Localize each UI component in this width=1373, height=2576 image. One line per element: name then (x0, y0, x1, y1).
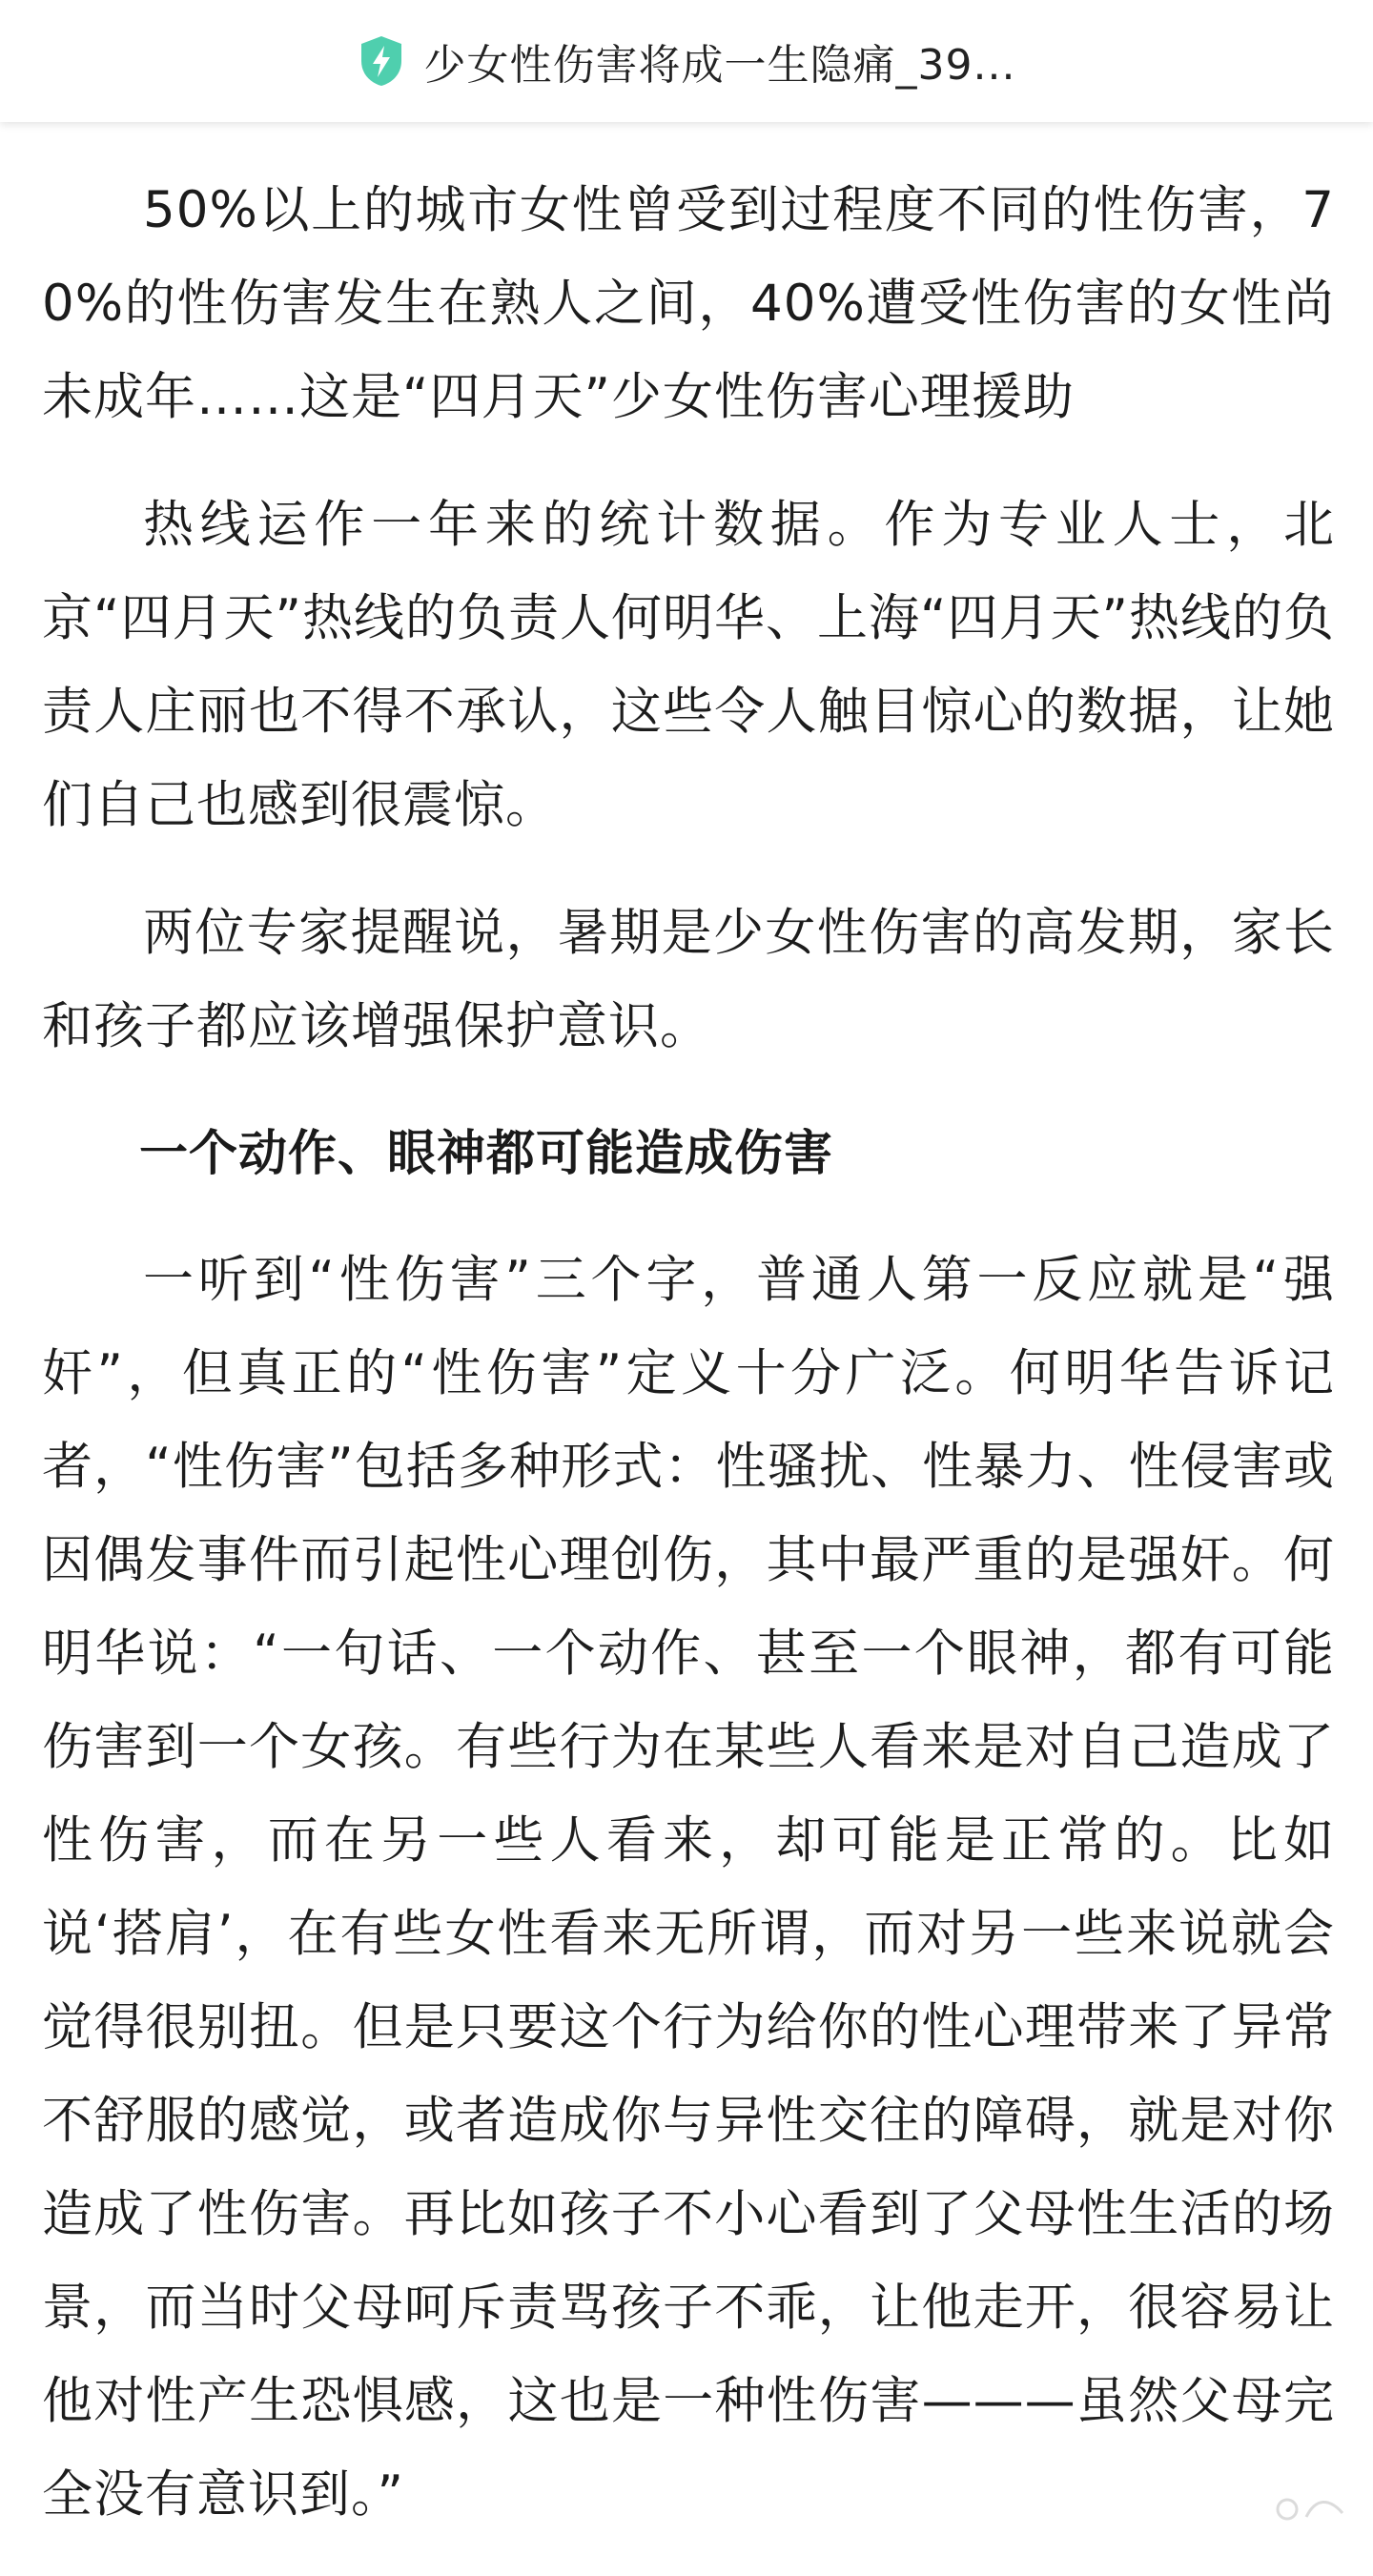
title-bar (0, 0, 1373, 122)
section-heading: 一个动作、眼神都可能造成伤害 (139, 1126, 834, 1182)
paragraph-summer-warning: 两位专家提醒说，暑期是少女性伤害的高发期，家长和孩子都应该增强保护意识。 (42, 904, 1335, 1055)
watermark-icon (1268, 2490, 1354, 2528)
article-body (42, 164, 1335, 2576)
paragraph-hotline-data: 热线运作一年来的统计数据。作为专业人士，北京“四月天”热线的负责人何明华、上海“四月天”热线的负责人庄丽也不得不承认，这些令人触目惊心的数据，让她们自己也感到很震惊。 (42, 496, 1335, 834)
page-title: 少女性伤害将成一生隐痛_39... (423, 41, 1016, 90)
paragraph-statistics: 50%以上的城市女性曾受到过程度不同的性伤害，70%的性伤害发生在熟人之间，40%遭受性伤害的女性尚未成年……这是“四月天”少女性伤害心理援助 (42, 181, 1335, 426)
title-group (358, 31, 1016, 92)
shield-lightning-icon (358, 34, 405, 88)
paragraph-definition: 一听到“性伤害”三个字，普通人第一反应就是“强奸”，但真正的“性伤害”定义十分广泛。何明华告诉记者，“性伤害”包括多种形式：性骚扰、性暴力、性侵害或因偶发事件而引起性心理创伤，其中最严重的是强奸。何明华说：“一句话、一个动作、甚至一个眼神，都有可能伤害到一个女孩。有些行为在某些人看来是对自己造成了性伤害，而在另一些人看来，却可能是正常的。比如说‘搭肩’，在有些女性看来无所谓，而对另一些来说就会觉得很别扭。但是只要这个行为给你的性心理带来了异常不舒服的感觉，或者造成你与异性交往的障碍，就是对你造成了性伤害。再比如孩子不小心看到了父母性生活的场景，而当时父母呵斥责骂孩子不乖，让他走开，很容易让他对性产生恐惧感，这也是一种性伤害———虽然父母完全没有意识到。” (42, 1251, 1335, 2524)
